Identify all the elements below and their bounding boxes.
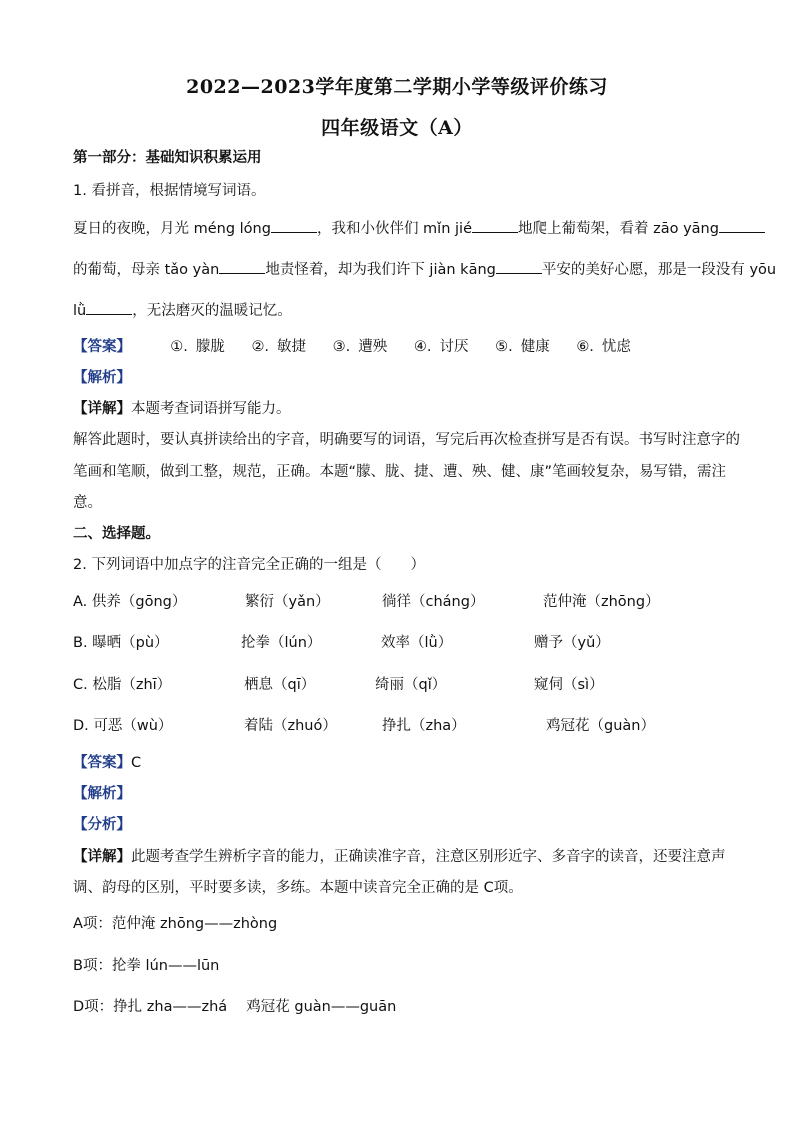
option-item: 繁衍（yǎn） bbox=[245, 594, 330, 610]
q1-text-7: lǜ bbox=[73, 303, 87, 319]
option-item: C. 松脂（zhī） bbox=[73, 677, 172, 693]
q1-passage-line-3 bbox=[73, 300, 292, 321]
answer-item: ①. 朦胧 bbox=[170, 339, 225, 355]
answer-item: ⑤. 健康 bbox=[495, 339, 550, 355]
option-item: D. 可恶（wù） bbox=[73, 718, 173, 734]
q1-text-5: 地责怪着，却为我们许下 jiàn kāng bbox=[265, 262, 496, 278]
option-item: A. 供养（gōng） bbox=[73, 594, 187, 610]
detail-label: 【详解】 bbox=[73, 401, 131, 417]
option-item: 范仲淹（zhōng） bbox=[543, 594, 660, 610]
detail-text: 此题考查学生辨析字音的能力，正确读准字音，注意区别形近字、多音字的读音，还要注意声 bbox=[131, 849, 726, 865]
blank-1 bbox=[271, 218, 317, 233]
blank-3 bbox=[719, 218, 765, 233]
answer-item: ⑥. 忧虑 bbox=[576, 339, 631, 355]
option-item: 鸡冠花（guàn） bbox=[546, 718, 655, 734]
detail-text: 本题考查词语拼写能力。 bbox=[131, 401, 291, 417]
option-item: 赠予（yǔ） bbox=[534, 635, 610, 651]
q1-text-8: ，无法磨灭的温暖记忆。 bbox=[132, 303, 292, 319]
q1-passage-line-2 bbox=[73, 259, 776, 280]
option-item: 栖息（qī） bbox=[244, 677, 316, 693]
q1-text-6: 平安的美好心愿，那是一段没有 yōu bbox=[541, 262, 777, 278]
q2-item-a: A项：范仲淹 zhōng——zhòng bbox=[73, 916, 278, 932]
option-item: 抡拳（lún） bbox=[241, 635, 322, 651]
q2-item-d: D项：挣扎 zha——zhá 鸡冠花 guàn——guān bbox=[73, 999, 397, 1015]
answer-item: ④. 讨厌 bbox=[413, 339, 469, 355]
q2-detail-2: 调、韵母的区别，平时要多读，多练。本题中读音完全正确的是 C项。 bbox=[73, 880, 523, 896]
blank-4 bbox=[219, 259, 265, 274]
answer-value: C bbox=[131, 755, 142, 771]
option-item: 徜徉（cháng） bbox=[382, 594, 485, 610]
part2-heading: 二、选择题。 bbox=[73, 526, 160, 542]
blank-6 bbox=[86, 300, 132, 315]
q1-analysis-label: 【解析】 bbox=[73, 370, 131, 386]
option-item: B. 曝晒（pù） bbox=[73, 635, 169, 651]
q1-answer-row bbox=[73, 337, 653, 357]
q1-passage-line-1 bbox=[73, 218, 765, 239]
q2-item-b: B项：抡拳 lún——lūn bbox=[73, 958, 220, 974]
option-item: 着陆（zhuó） bbox=[244, 718, 337, 734]
q1-stem: 1. 看拼音，根据情境写词语。 bbox=[73, 183, 266, 199]
q1-detail bbox=[73, 399, 291, 419]
option-item: 窥伺（sì） bbox=[534, 677, 604, 693]
answer-item: ②. 敏捷 bbox=[251, 339, 307, 355]
option-item: 挣扎（zha） bbox=[382, 718, 466, 734]
blank-2 bbox=[472, 218, 518, 233]
page-subtitle: 四年级语文（A） bbox=[321, 117, 473, 139]
q1-text-3: 地爬上葡萄架，看着 zāo yāng bbox=[518, 221, 719, 237]
option-item: 效率（lǜ） bbox=[381, 635, 453, 651]
q1-text-2: ，我和小伙伴们 mǐn jié bbox=[316, 221, 472, 237]
q2-analysis2-label: 【分析】 bbox=[73, 817, 131, 833]
q1-explain-1: 解答此题时，要认真拼读给出的字音，明确要写的词语，写完后再次检查拼写是否有误。书写时注意字的 bbox=[73, 432, 740, 448]
option-item: 绮丽（qǐ） bbox=[375, 677, 447, 693]
q1-text-4: 的葡萄，母亲 tǎo yàn bbox=[73, 262, 220, 278]
q2-answer-row bbox=[73, 753, 141, 773]
q2-detail-1 bbox=[73, 847, 726, 867]
q1-text-1: 夏日的夜晚，月光 méng lóng bbox=[73, 221, 271, 237]
q1-explain-2: 笔画和笔顺，做到工整，规范，正确。本题“朦、胧、捷、遭、殃、健、康”笔画较复杂，易写错，需注 bbox=[73, 464, 727, 480]
part1-heading: 第一部分：基础知识积累运用 bbox=[73, 150, 262, 166]
detail-label: 【详解】 bbox=[73, 849, 131, 865]
answer-label: 【答案】 bbox=[73, 755, 131, 771]
q2-analysis-label: 【解析】 bbox=[73, 786, 131, 802]
page-title: 2022—2023学年度第二学期小学等级评价练习 bbox=[186, 76, 608, 98]
q1-explain-3: 意。 bbox=[73, 495, 102, 511]
answer-label: 【答案】 bbox=[73, 339, 131, 355]
blank-5 bbox=[496, 259, 542, 274]
answer-item: ③. 遭殃 bbox=[332, 339, 388, 355]
q2-stem: 2. 下列词语中加点字的注音完全正确的一组是（ ） bbox=[73, 557, 425, 573]
